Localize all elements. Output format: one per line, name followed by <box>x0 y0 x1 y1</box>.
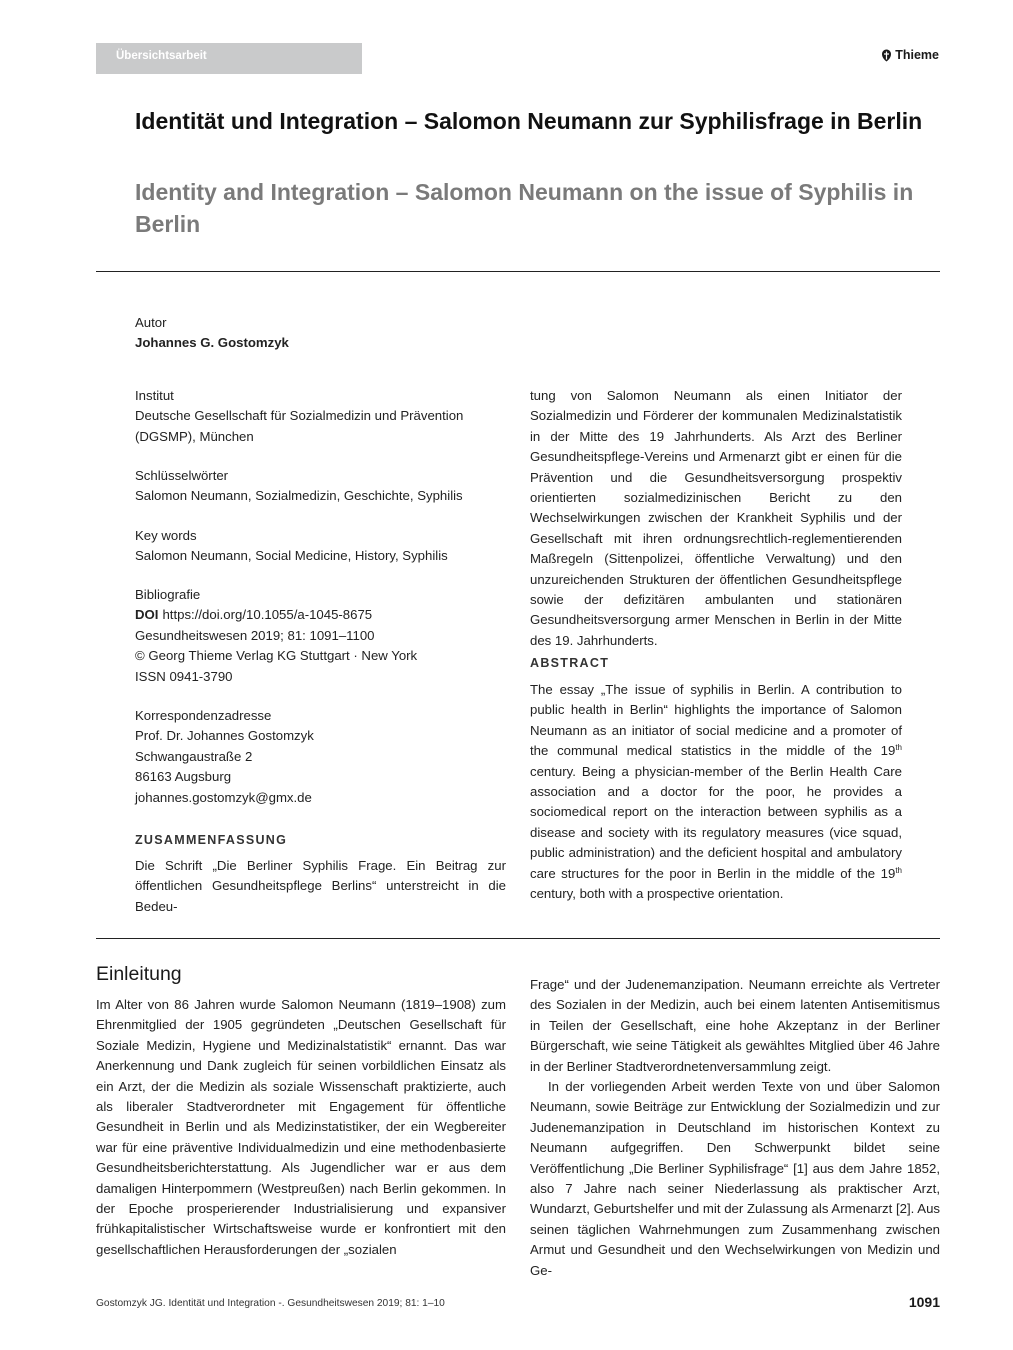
keywords-en-block <box>135 526 515 567</box>
title-german: Identität und Integration – Salomon Neumann zur Syphilisfrage in Berlin <box>135 108 923 134</box>
correspondence-block <box>135 706 515 808</box>
abstract-text-part2: century. Being a physician-member of the Berlin Health Care association and a doctor for the poor, he provides a sociomedical report on the interaction between syphilis as a disease and society with its regulatory measures (vice squad, public administration) and the deficient hospital and ambulatory care structures for the poor in Berlin in the middle of the 19 <box>530 763 902 881</box>
publisher-name: Thieme <box>895 48 939 62</box>
correspondence-street: Schwangaustraße 2 <box>135 748 253 764</box>
doi-label: DOI <box>135 607 159 623</box>
keywords-de-block <box>135 466 515 507</box>
institute-label: Institut <box>135 388 174 403</box>
section-label-tab <box>96 43 362 74</box>
abstract-sup2: th <box>895 865 902 875</box>
journal-citation: Gesundheitswesen 2019; 81: 1091–1100 <box>135 627 375 643</box>
keywords-en-label: Key words <box>135 528 197 543</box>
author-label: Autor <box>135 315 167 330</box>
page-number: 1091 <box>908 1294 940 1310</box>
doi-line <box>135 605 515 625</box>
institute-line2: (DGSMP), München <box>135 428 254 444</box>
abstract-text <box>530 680 902 904</box>
bibliography-label: Bibliografie <box>135 587 201 602</box>
bibliography-block <box>135 585 515 687</box>
einleitung-col1: Im Alter von 86 Jahren wurde Salomon Neumann (1819–1908) zum Ehrenmitglied der 1905 gegründeten „Deutschen Gesellschaft für Soziale Medizin, Hygiene und Medizinalstatistik“ ernannt. Das war Anerkennung und Dank zugleich für seinen vorbildlichen Einsatz als ein Arzt, der die Medizin als soziale Wissenschaft praktizierte, auch als liberaler Stadtverordneter mit Engagement für öffentliche Gesundheit in Berlin und als Medizinstatistiker, der ein Wegbereiter war für eine präventive Individualmedizin und eine methodenbasierte Gesundheitsberichterstattung. Als Jugendlicher war er aus dem damaligen Hinterpommern (Westpreußen) nach Berlin gekommen. In der Epoche prosperierender Industrialisierung und expansiver frühkapitalistischer Wirtschaftsweise wurde er konfrontiert mit den gesellschaftlichen Herausforderungen der „sozialen <box>96 997 506 1257</box>
correspondence-name: Prof. Dr. Johannes Gostomzyk <box>135 728 314 744</box>
einleitung-col2-p1: Frage“ und der Judenemanzipation. Neumann erreichte als Vertreter des Sozialen in der Medizin, auch bei einem latenten Antisemitismus in Teilen der Gesellschaft, eine hohe Akzeptanz in der Berliner Bürgerschaft, wie seine Tätigkeit als gewähltes Mitglied über 46 Jahre in der Berliner Stadtverordnetenversammlung zeigt. <box>530 977 940 1074</box>
keywords-de-label: Schlüsselwörter <box>135 468 229 483</box>
abstract-sup1: th <box>895 743 902 753</box>
abstract-text-part1: The essay „The issue of syphilis in Berlin. A contribution to public health in Berlin“ highlights the importance of Salomon Neumann as an initiator of social medicine and a promoter of the communal medical statistics in the middle of the 19 <box>530 682 902 759</box>
einleitung-heading: Einleitung <box>96 963 182 985</box>
author-block <box>135 313 515 354</box>
institute-line1: Deutsche Gesellschaft für Sozialmedizin und Prävention <box>135 408 464 424</box>
issn: ISSN 0941-3790 <box>135 668 233 684</box>
zusammenfassung-text-start: Die Schrift „Die Berliner Syphilis Frage. Ein Beitrag zur öffentlichen Gesundheitspflege Berlins“ unterstreicht in die Bedeu- <box>135 858 506 914</box>
author-name: Johannes G. Gostomzyk <box>135 335 289 351</box>
copyright: © Georg Thieme Verlag KG Stuttgart · New York <box>135 648 418 664</box>
correspondence-email[interactable]: johannes.gostomzyk@gmx.de <box>135 789 312 805</box>
correspondence-city: 86163 Augsburg <box>135 769 232 785</box>
abstract-text-part3: century, both with a prospective orientation. <box>530 886 784 902</box>
abstract-heading: ABSTRACT <box>530 656 610 670</box>
zusammenfassung-text-continued: tung von Salomon Neumann als einen Initiator der Sozialmedizin und Förderer der kommunalen Medizinalstatistik in der Mitte des 19 Jahrhunderts. Als Arzt des Berliner Gesundheitspflege-Vereins und Armenarzt gibt er einen für die Prävention und die Gesundheitsversorgung prospektiv orientierten sozialmedizinischen Bericht zu den Wechselwirkungen zwischen der Krankheit Syphilis und der Gesellschaft mit ihren ordnungsrechtlich-reglementierenden Maßregeln (Sittenpolizei, öffentliche Verwaltung) und den unzureichenden Strukturen der öffentlichen Gesundheitspflege sowie der defizitären ambulanten und stationären Gesundheitsversorgung armer Menschen in Berlin in der Mitte des 19. Jahrhunderts. <box>530 388 902 648</box>
keywords-en-value: Salomon Neumann, Social Medicine, History, Syphilis <box>135 548 448 564</box>
correspondence-label: Korrespondenzadresse <box>135 708 272 723</box>
section-label: Übersichtsarbeit <box>116 50 207 62</box>
publisher-logo <box>881 48 939 62</box>
institute-block <box>135 386 515 447</box>
einleitung-col2-p2: In der vorliegenden Arbeit werden Texte von und über Salomon Neumann, sowie Beiträge zur Entwicklung der Sozialmedizin und zur Judenemanzipation in Deutschland im historischen Kontext zu Neumann aufgegriffen. Den Schwerpunkt bildet seine Veröffentlichung „Die Berliner Syphilisfrage“ [1] aus dem Jahre 1852, also 7 Jahre nach seiner Niederlassung als praktischer Arzt, Wundarzt, Geburtshelfer und mit der Zulassung als Armenarzt [2]. Aus seinen täglichen Wahrnehmungen zum Zusammenhang zwischen Armut und Gesundheit und den Wechselwirkungen von Medizin und Ge- <box>530 1079 940 1278</box>
zusammenfassung-heading: ZUSAMMENFASSUNG <box>135 833 288 847</box>
title-english: Identity and Integration – Salomon Neumann on the issue of Syphilis in Berlin <box>135 179 914 237</box>
divider-top <box>96 271 940 272</box>
divider-bottom <box>96 938 940 939</box>
thieme-crest-icon <box>881 49 892 62</box>
footer-citation: Gostomzyk JG. Identität und Integration -. Gesundheitswesen 2019; 81: 1–10 <box>96 1298 445 1309</box>
keywords-de-value: Salomon Neumann, Sozialmedizin, Geschichte, Syphilis <box>135 488 463 504</box>
doi-link[interactable]: https://doi.org/10.1055/a-1045-8675 <box>162 607 373 623</box>
